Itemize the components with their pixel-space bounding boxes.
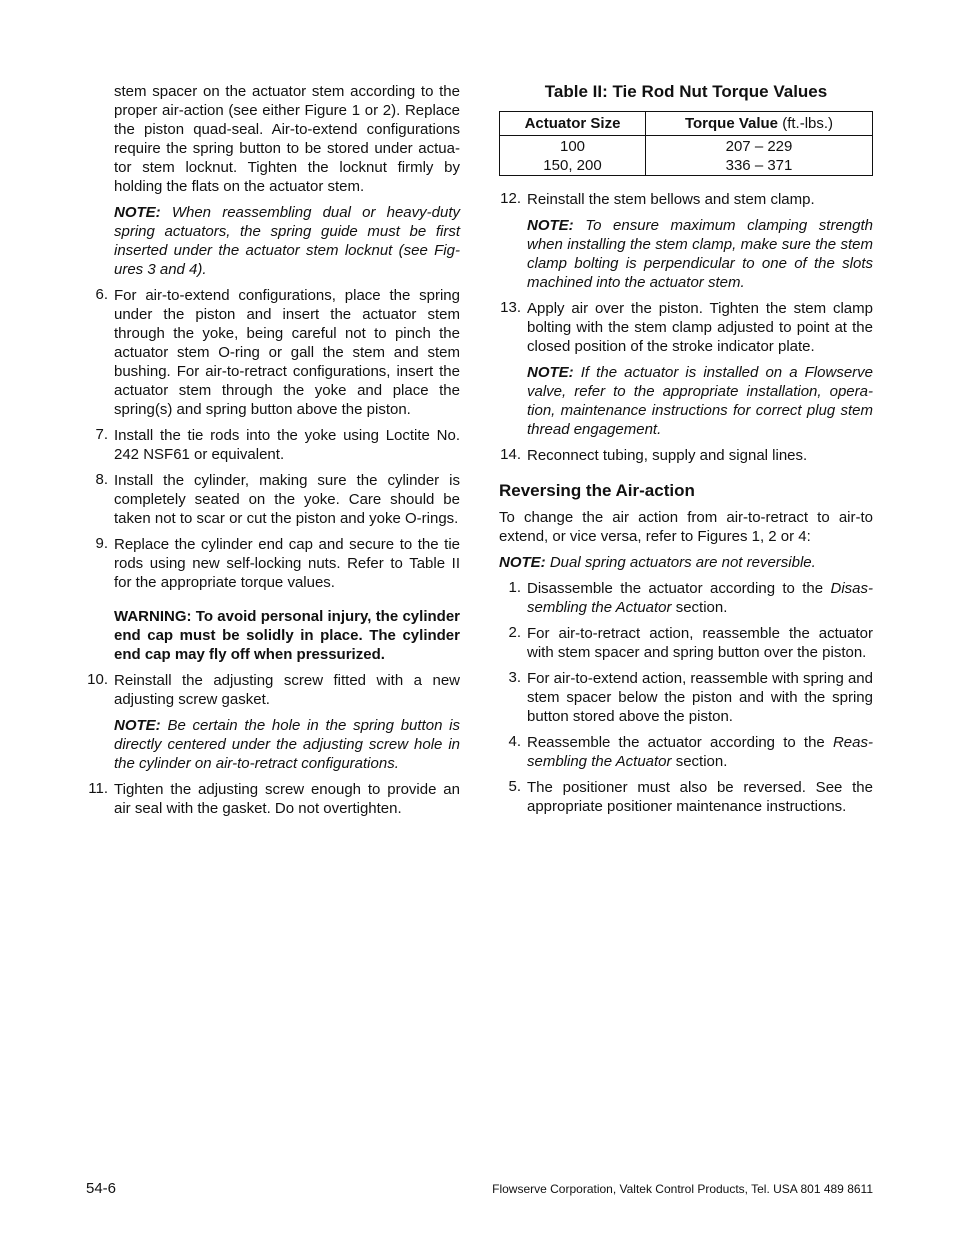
step-6: 6. For air-to-extend configurations, place the spring under the piston and insert the actuator stem through the yoke, being careful not to pinch the actuator stem O-ring or gall the stem and stem bushing. For air-to-retract configurations, insert the actuator stem through the yoke and place the spring(s) and spring button above the piston. bbox=[95, 286, 460, 418]
table-header-row bbox=[500, 112, 873, 136]
warning-end-cap: WARNING: To avoid personal injury, the cylinder end cap must be solidly in place. The cylinder end cap may fly off when pressurized. bbox=[114, 608, 460, 663]
right-column bbox=[499, 82, 873, 823]
header-actuator-size: Actuator Size bbox=[500, 112, 646, 136]
rev-step-1: 1. Disassemble the actuator according to the Disassembling the Actuator section. bbox=[508, 579, 873, 616]
note-dual-spring-guide: NOTE: When reassembling dual or heavy-duty spring actuators, the spring guide must be first inserted under the actuator stem locknut (see Figures 3 and 4). bbox=[114, 204, 460, 278]
section-heading-reversing: Reversing the Air-action bbox=[499, 481, 695, 500]
note-spring-button-hole: NOTE: Be certain the hole in the spring button is directly centered under the adjusting screw hole in the cylinder on air-to-retract configurations. bbox=[114, 717, 460, 772]
cell-actuator-sizes: 100 150, 200 bbox=[500, 136, 646, 176]
note-flowserve-valve: NOTE: If the actuator is installed on a Flowserve valve, refer to the appropriate installation, operation, maintenance instructions for correct plug stem thread engagement. bbox=[527, 364, 873, 438]
torque-table bbox=[499, 111, 873, 176]
step-10: 10. Reinstall the adjusting screw fitted with a new adjusting screw gasket. NOTE: Be certain the hole in the spring button is directly centered under the adjusting screw hole in the cylinder on air-to-retract configurations. bbox=[87, 671, 460, 772]
step-13: 13. Apply air over the piston. Tighten the stem clamp bolting with the stem clamp adjusted to point at the closed position of the stroke indicator plate. NOTE: If the actuator is installed on a Flowserve valve, refer to the appropriate installation, operation, maintenance instructions for correct plug stem thread engagement. bbox=[500, 299, 873, 438]
page-number: 54-6 bbox=[86, 1180, 117, 1197]
rev-step-3: 3. For air-to-extend action, reassemble with spring and stem spacer below the piston and with the spring button stored above the piston. bbox=[508, 669, 873, 725]
cell-torque-values: 207 – 229 336 – 371 bbox=[646, 136, 873, 176]
step-9: 9. Replace the cylinder end cap and secure to the tie rods using new self-locking nuts. Refer to Table II for the appropriate torque values. WARNING: To avoid personal injury, the cylinder end cap must be solidly in place. The cylinder end cap may fly off when pressurized. bbox=[95, 535, 460, 663]
section-intro: To change the air action from air-to-retract to air-to extend, or vice versa, refer to Figures 1, 2 or 4: bbox=[499, 509, 873, 545]
step5-continued-text: stem spacer on the actuator stem according to the proper air-action (see either Figure 1 or 2). Replace the piston quad-seal. Air-to-extend configurations require the spring button to be stored under actuator stem locknut. Tighten the locknut firmly by holding the flats on the actuator stem. bbox=[114, 83, 460, 195]
left-column bbox=[86, 82, 460, 825]
step-14: 14. Reconnect tubing, supply and signal lines. bbox=[500, 446, 808, 464]
rev-step-4: 4. Reassemble the actuator according to the Reassembling the Actuator section. bbox=[508, 733, 873, 770]
table-title: Table II: Tie Rod Nut Torque Values bbox=[544, 82, 828, 101]
table-row bbox=[500, 136, 873, 176]
note-stem-clamp: NOTE: To ensure maximum clamping strength when installing the stem clamp, make sure the stem clamp bolting is perpendicular to one of the slots machined into the actuator stem. bbox=[527, 217, 873, 291]
step-7: 7. Install the tie rods into the yoke using Loctite No. 242 NSF61 or equivalent. bbox=[95, 426, 460, 463]
rev-step-5: 5. The positioner must also be reversed. See the appropriate positioner maintenance instructions. bbox=[508, 778, 873, 815]
header-torque-value: Torque Value (ft.-lbs.) bbox=[646, 112, 873, 136]
step-12: 12. Reinstall the stem bellows and stem clamp. NOTE: To ensure maximum clamping strength when installing the stem clamp, make sure the stem clamp bolting is perpendicular to one of the slots machined into the actuator stem. bbox=[500, 190, 873, 291]
step-8: 8. Install the cylinder, making sure the cylinder is completely seated on the yoke. Care should be taken not to scar or cut the piston and yoke O-rings. bbox=[95, 471, 460, 527]
note-dual-spring: NOTE: Dual spring actuators are not reversible. bbox=[499, 554, 816, 571]
rev-step-2: 2. For air-to-retract action, reassemble the actuator with stem spacer and spring button over the piston. bbox=[508, 624, 873, 661]
step-11: 11. Tighten the adjusting screw enough to provide an air seal with the gasket. Do not overtighten. bbox=[88, 780, 460, 817]
footer-company: Flowserve Corporation, Valtek Control Products, Tel. USA 801 489 8611 bbox=[492, 1182, 873, 1196]
